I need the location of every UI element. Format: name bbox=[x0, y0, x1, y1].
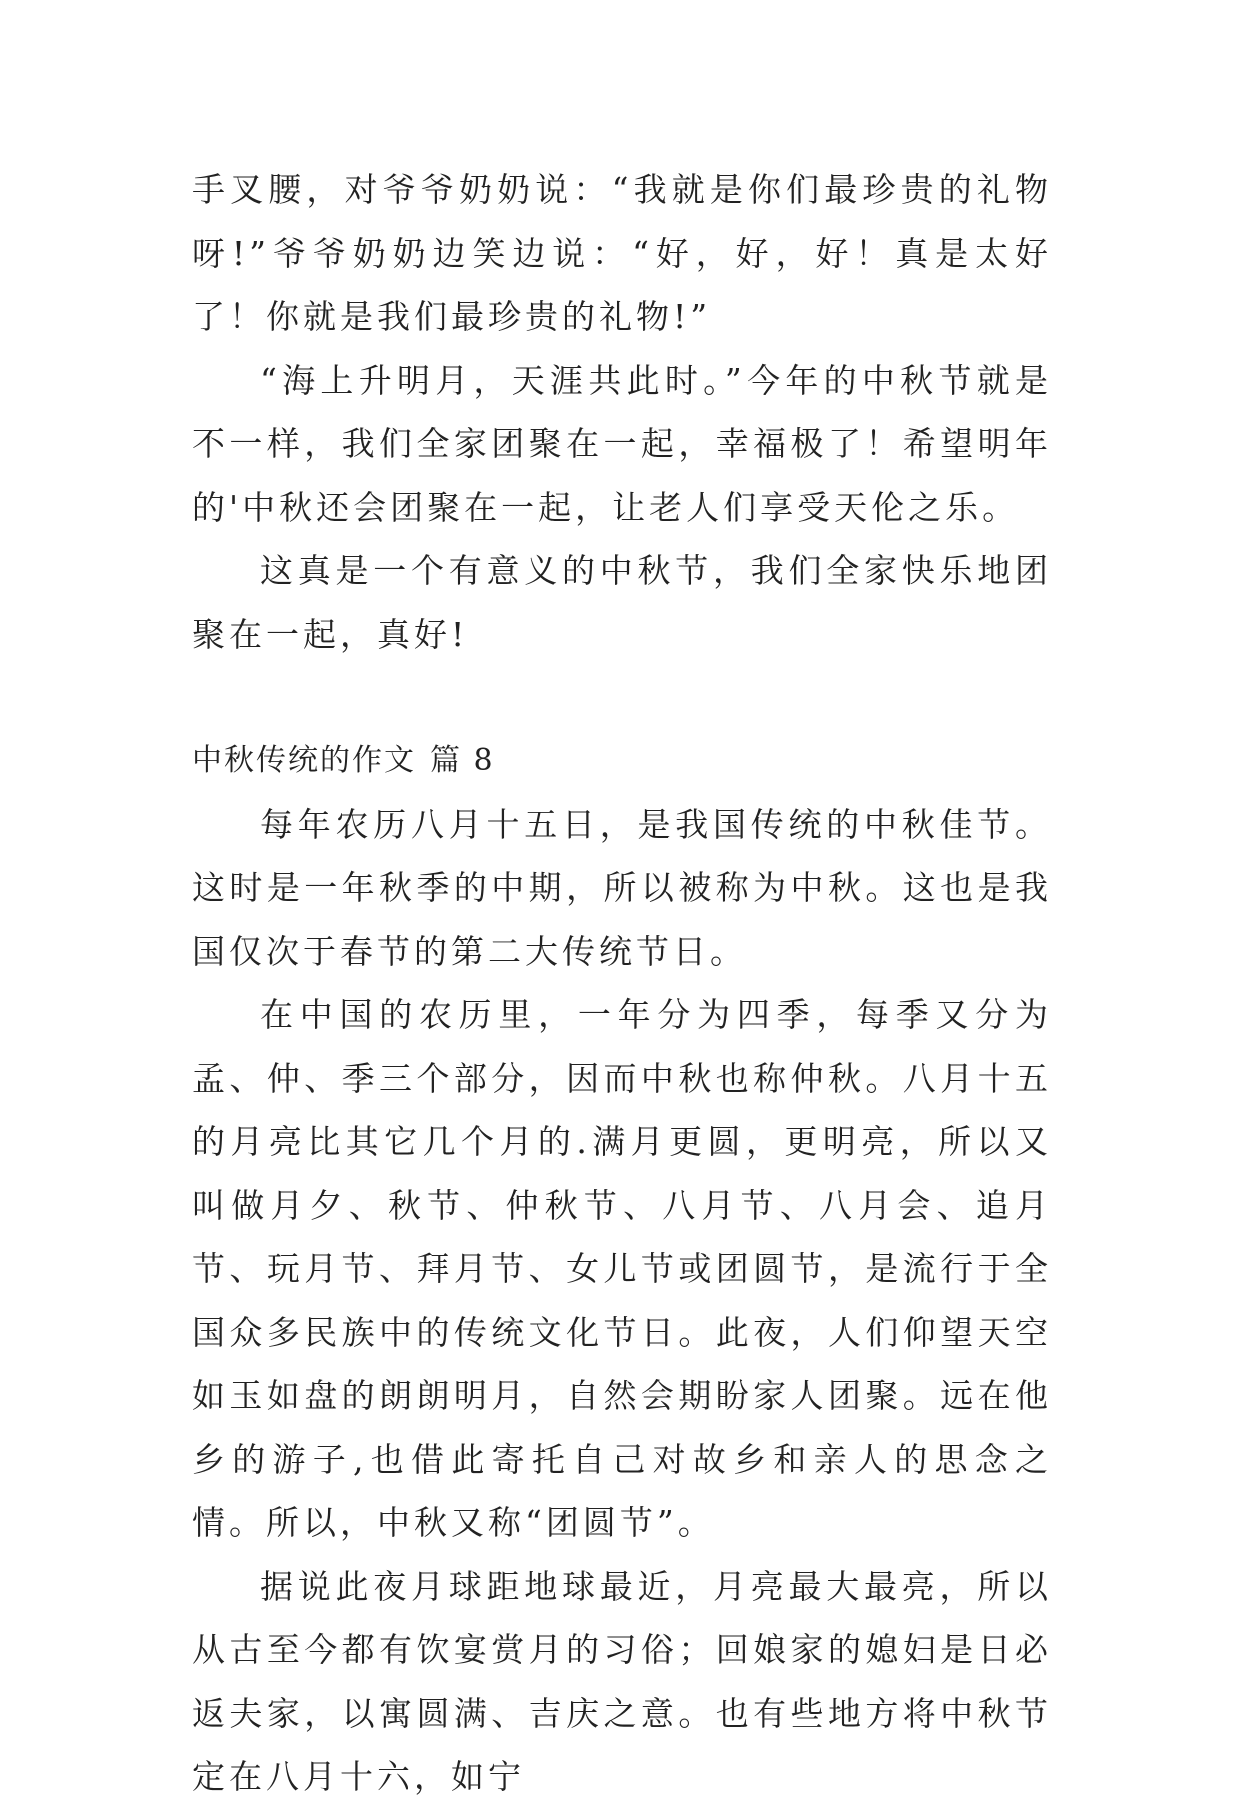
heading-title: 中秋传统的作文 bbox=[192, 743, 416, 778]
paragraph-festival-intro: 每年农历八月十五日，是我国传统的中秋佳节。这时是一年秋季的中期，所以被称为中秋。这也是我国仅次于春节的第二大传统节日。 bbox=[192, 804, 1052, 971]
paragraph-moon-customs: 据说此夜月球距地球最近，月亮最大最亮，所以从古至今都有饮宴赏月的习俗；回娘家的媳妇是日必返夫家，以寓圆满、吉庆之意。也有些地方将中秋节定在八月十六，如宁 bbox=[192, 1566, 1052, 1796]
paragraph-meaningful-festival: 这真是一个有意义的中秋节，我们全家快乐地团聚在一起，真好! bbox=[192, 551, 1052, 654]
document-page bbox=[192, 158, 1052, 1809]
section-heading bbox=[192, 729, 1052, 793]
paragraph-mid-autumn-poem: “海上升明月，天涯共此时。”今年的中秋节就是不一样，我们全家团聚在一起，幸福极了！希望明年的'中秋还会团聚在一起，让老人们享受天伦之乐。 bbox=[192, 360, 1052, 527]
section-gap bbox=[192, 666, 1052, 729]
heading-number: 篇 8 bbox=[430, 743, 495, 778]
paragraph-continued: 手叉腰，对爷爷奶奶说：“我就是你们最珍贵的礼物呀!”爷爷奶奶边笑边说：“好，好，好！真是太好了！你就是我们最珍贵的礼物!” bbox=[192, 170, 1052, 336]
paragraph-lunar-calendar: 在中国的农历里，一年分为四季，每季又分为孟、仲、季三个部分，因而中秋也称仲秋。八月十五的月亮比其它几个月的.满月更圆，更明亮，所以又叫做月夕、秋节、仲秋节、八月节、八月会、追月节、玩月节、拜月节、女儿节或团圆节，是流行于全国众多民族中的传统文化节日。此夜，人们仰望天空如玉如盘的朗朗明月，自然会期盼家人团聚。远在他乡的游子,也借此寄托自己对故乡和亲人的思念之情。所以，中秋又称“团圆节”。 bbox=[192, 995, 1052, 1542]
